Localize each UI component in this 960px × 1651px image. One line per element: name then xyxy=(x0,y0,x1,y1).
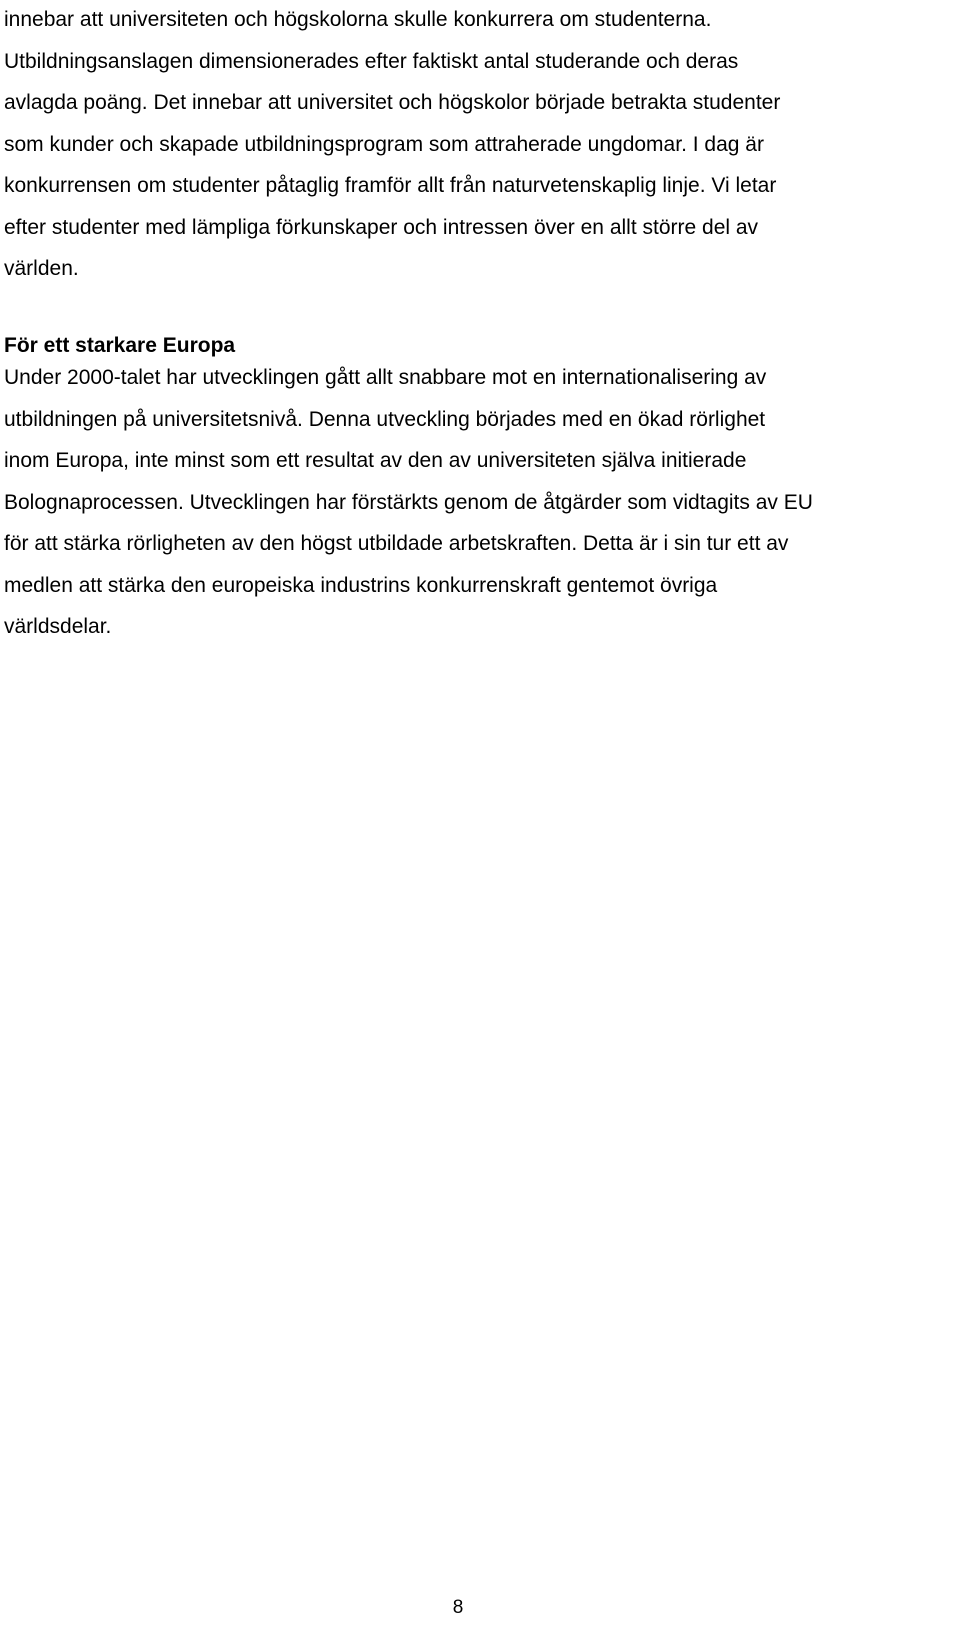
paragraph-universities-competition xyxy=(4,0,954,290)
paragraph-line: avlagda poäng. Det innebar att universitet och högskolor började betrakta studenter xyxy=(4,91,781,114)
paragraph-line: konkurrensen om studenter påtaglig framför allt från naturvetenskaplig linje. Vi letar xyxy=(4,174,777,197)
paragraph-line: världsdelar. xyxy=(4,615,112,638)
paragraph-internationalisation xyxy=(4,357,954,648)
section-heading: För ett starkare Europa xyxy=(4,334,236,357)
paragraph-line: Bolognaprocessen. Utvecklingen har förstärkts genom de åtgärder som vidtagits av EU xyxy=(4,490,813,514)
paragraph-line: Under 2000-talet har utvecklingen gått allt snabbare mot en internationalisering av xyxy=(4,366,767,389)
paragraph-line: som kunder och skapade utbildningsprogram som attraherade ungdomar. I dag är xyxy=(4,132,764,156)
paragraph-line: medlen att stärka den europeiska industrins konkurrenskraft gentemot övriga xyxy=(4,573,718,597)
paragraph-line: efter studenter med lämpliga förkunskaper och intressen över en allt större del av xyxy=(4,215,759,239)
paragraph-line: för att stärka rörligheten av den högst utbildade arbetskraften. Detta är i sin tur ett av xyxy=(4,532,789,555)
paragraph-line: världen. xyxy=(4,257,79,280)
page-number: 8 xyxy=(452,1597,464,1618)
paragraph-line: Utbildningsanslagen dimensionerades efter faktiskt antal studerande och deras xyxy=(4,49,739,73)
paragraph-line: inom Europa, inte minst som ett resultat av den av universiteten själva initierade xyxy=(4,449,747,472)
paragraph-line: innebar att universiteten och högskolorna skulle konkurrera om studenterna. xyxy=(4,8,712,31)
paragraph-line: utbildningen på universitetsnivå. Denna utveckling börjades med en ökad rörlighet xyxy=(4,407,766,431)
